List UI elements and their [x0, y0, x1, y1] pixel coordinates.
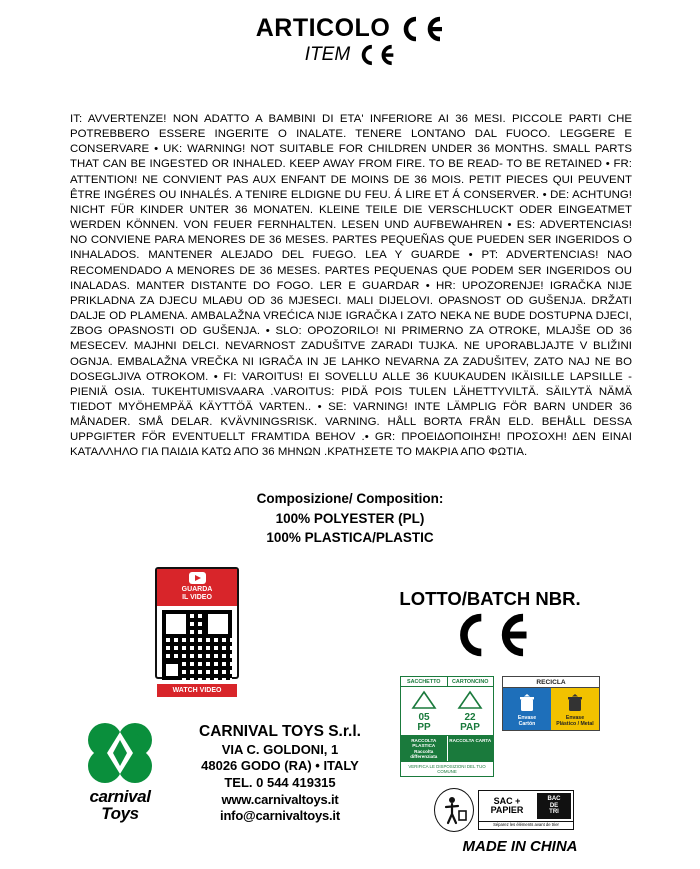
recycle-bin-icon-blue: [516, 692, 538, 714]
carnival-logo: [70, 718, 170, 822]
bac-line-1: BAC: [547, 796, 561, 803]
recycling-sym-pap: PAP: [460, 722, 480, 733]
recicla-carton: [503, 688, 551, 730]
bac-line-3: TRI: [549, 809, 559, 816]
recicla-plastico-line-2: Plástico / Metal: [556, 721, 594, 727]
youtube-icon: [189, 572, 206, 584]
sac-papier-text: [479, 794, 535, 819]
recycling-material-plastic: [401, 736, 448, 761]
tidyman-icon: [441, 795, 467, 825]
recycling-triangle-icon-2: [457, 690, 483, 710]
brand-block: [70, 718, 390, 825]
recycling-sym-pp: PP: [417, 722, 431, 733]
recycling-triangle-icon: [411, 690, 437, 710]
ce-mark-icon-small: [357, 44, 395, 66]
qr-code-area[interactable]: [157, 606, 237, 684]
company-address: [170, 718, 390, 825]
composition-block: [0, 489, 700, 548]
page-header: [0, 0, 700, 66]
qr-code-icon[interactable]: [162, 610, 232, 680]
video-badge-footer: WATCH VIDEO: [157, 684, 237, 697]
company-name: CARNIVAL TOYS S.r.l.: [199, 723, 361, 740]
sac-papier-line-1: SAC +: [493, 795, 521, 806]
company-email[interactable]: info@carnivaltoys.it: [220, 808, 340, 824]
ce-mark-large: [360, 612, 620, 658]
sac-papier-footnote: Séparez les éléments avant de trier: [479, 821, 573, 829]
recycling-footnote: VERIFICA LE DISPOSIZIONI DEL TUO COMUNE: [401, 761, 493, 776]
recycling-symbol-pap: [447, 690, 493, 733]
header-item-it: [0, 14, 700, 43]
ce-mark-large-icon: [450, 612, 530, 658]
video-badge-header: [157, 569, 237, 606]
composition-label: Composizione/ Composition:: [256, 491, 444, 506]
bac-line-2: DE: [549, 802, 559, 809]
recycling-label-sacchetto: SACCHETTO: [401, 677, 448, 687]
logo-word-line-1: carnival: [89, 787, 151, 806]
recycling-symbol-pp: [401, 690, 447, 733]
warnings-text: IT: AVVERTENZE! NON ADATTO A BAMBINI DI ETA' INFERIORE AI 36 MESI. PICCOLE PARTI CHE POTREBBERO ESSERE INGERITE O INALATE. TENERE LONTANO DAL FUOCO. LEGGERE E CONSERVARE • UK: WARNING! NOT SUITABLE FOR CHILDREN UNDER 36 MONTHS. SMALL PARTS THAT CAN BE INGESTED OR INHALED. KEEP AWAY FROM FIRE. TO BE READ- TO BE RETAINED • FR: ATTENTION! NE CONVIENT PAS AUX ENFANT DE MOINS DE 36 MOIS. PETIT PIECES QUI PEUVENT ÊTRE INGÉRES OU INHALÉS. A TENIRE ELDIGNE DU FEU. Á LIRE ET Á CONSERVER. • DE: ACHTUNG! NICHT FÜR KINDER UNTER 36 MONATEN. KLEINE TEILE DIE VERSCHLUCKT ODER EINGEATMET WERDEN KÖNNEN. VON FEUER FERNHALTEN. LESEN UND AUFBEWAHREN • ES: ADVERTENCIAS! NO CONVIENE PARA MENORES DE 36 MESES. PARTES PEQUEÑAS QUE PUEDEN SER INGERIDOS O INHALADOS. MANTENER ALEJADO DEL FUEGO. LEA Y GUARDE • PT: ADVERTENCIAS! NAO RECOMENDADO A MENORES DE 36 MESES. PARTES PEQUENAS QUE PODEM SER INGERIDOS OU INALADAS. MANTER DISTANTE DO FOGO. LER E GUARDAR • HR: UPOZORENJE! IGRAČKA NIJE PRIKLADNA ZA DJECU MLAĐU OD 36 MJESECI. MALI DIJELOVI. OPASNOST OD GUŠENJA. DRŽATI DALJE OD PLAMENA. AMBALAŽNA VREĆICA NIJE IGRAČKA I ZATO NEKA NE BUDE DOSTUPNA DJECI, ZBOG OPASNOSTI OD GUŠENJA. • SLO: OPOZORILO! NI PRIMERNO ZA OTROKE, MLAJŠE OD 36 MESECEV. MAJHNI DELCI. NEVARNOST ZADUŠITVE ZARADI TUJKA. NE UPORABLJAJTE V BLIŽINI OGNJA. EMBALAŽNA VREČKA NI IGRAČA IN JE LAHKO NEVARNA ZA ZADUŠITEV, ZATO NAJ NE BO DOSEGLJIVA OTROKOM. • FI: VAROITUS! EI SOVELLU ALLE 36 KUUKAUDEN IKÄISILLE LAPSILLE - PIENIÄ OSIA. TUKEHTUMISVAARA .VAROITUS: PIDÄ POIS TULEN LÄHETTYVILTÄ. SÄILYTÄ NÄMÄ TIEDOT MYÖHEMPÄÄ KÄYTTÖÄ VARTEN.. • SE: VARNING! INTE LÄMPLIG FÖR BARN UNDER 36 MÅNADER. SMÅ DELAR. KVÄVNINGSRISK. VARNING. HÅLL BORTA FRÅN ELD. BEHÅLL DESSA UPPGIFTER FÖR EVENTUELLT FRAMTIDA BEHOV .• GR: ΠΡΟΕΙΔΟΠΟΙΗΣΗ! ΠΡΟΣΟΧΗ! ΔΕΝ ΕΙΝΑΙ ΚΑΤΑΛΛΗΛΟ ΓΙΑ ΠΑΙΔΙΑ ΚΑΤΩ ΑΠΟ 36 ΜΗΝΩΝ .ΚΡΑΤΗΣΕΤΕ ΤΟ ΜΑΚΡΙΑ ΑΠΟ ΦΩΤΙΑ.: [70, 113, 632, 459]
recycling-label-cartoncino: CARTONCINO: [448, 677, 494, 687]
page-title: ARTICOLO: [255, 14, 391, 42]
recycling-symbols: [400, 676, 640, 836]
sac-papier-badge: [478, 790, 574, 829]
recicla-plastico-line-1: Envase: [565, 715, 585, 721]
tidyman-badge: [434, 788, 474, 832]
composition-line-2: 100% PLASTICA/PLASTIC: [266, 530, 434, 546]
recicla-carton-line-2: Cartón: [518, 721, 536, 727]
spanish-recycling-panel: [502, 676, 600, 731]
video-badge-top-line-2: IL VIDEO: [182, 594, 212, 602]
italian-recycling-panel: [400, 676, 494, 777]
recicla-title: RECICLA: [503, 677, 599, 688]
page-subtitle: ITEM: [304, 44, 351, 65]
recycle-bin-icon-yellow: [564, 692, 586, 714]
composition-line-1: 100% POLYESTER (PL): [275, 510, 425, 526]
company-city: 48026 GODO (RA) • ITALY: [201, 758, 359, 774]
recycling-material-paper: RACCOLTA CARTA: [448, 736, 494, 761]
recycling-material-plastic-line-2: Raccolta differenziata: [410, 748, 438, 759]
batch-number-title: LOTTO/BATCH NBR.: [399, 588, 581, 609]
sac-papier-line-2: PAPIER: [490, 805, 524, 816]
company-website[interactable]: www.carnivaltoys.it: [221, 791, 339, 807]
logo-word-line-2: Toys: [101, 804, 139, 824]
made-in-label: MADE IN CHINA: [462, 838, 578, 855]
clover-icon: [81, 718, 159, 788]
recycling-material-plastic-line-1: RACCOLTA PLASTICA: [411, 738, 437, 749]
recycling-code-22: 22: [464, 712, 476, 723]
recicla-carton-line-1: Envase: [517, 715, 537, 721]
bac-de-tri-box: [537, 793, 571, 819]
recicla-plastico: [551, 688, 599, 730]
company-tel: TEL. 0 544 419315: [224, 775, 336, 791]
company-street: VIA C. GOLDONI, 1: [221, 741, 339, 757]
video-badge-top-line-1: GUARDA: [181, 586, 213, 593]
ce-mark-icon: [398, 16, 444, 42]
header-item-en: [0, 44, 700, 66]
watch-video-qr-badge[interactable]: [155, 567, 239, 695]
recycling-code-05: 05: [418, 712, 430, 723]
